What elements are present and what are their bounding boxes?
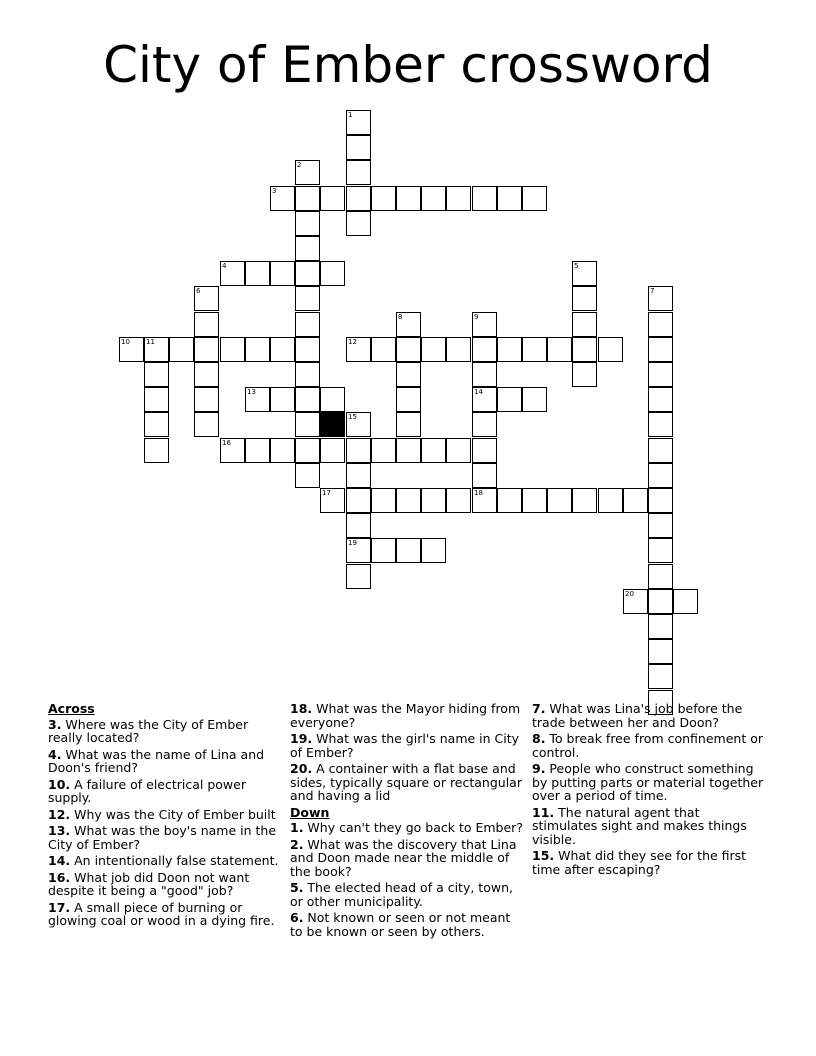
crossword-cell[interactable] [245,387,270,412]
crossword-cell[interactable] [446,438,471,463]
crossword-cell[interactable] [295,160,320,185]
crossword-cell[interactable] [220,261,245,286]
crossword-cell[interactable] [194,362,219,387]
crossword-cell[interactable] [472,337,497,362]
crossword-cell[interactable] [497,387,522,412]
crossword-cell[interactable] [270,337,295,362]
crossword-cell[interactable] [396,186,421,211]
clue-across-13: 13. What was the boy's name in the City of Ember? [48,823,277,852]
crossword-cell[interactable] [446,186,471,211]
crossword-cell[interactable] [295,337,320,362]
crossword-cell[interactable] [421,488,446,513]
cell-number: 10 [121,338,130,346]
page-title: City of Ember crossword [103,36,713,94]
crossword-cell[interactable] [270,186,295,211]
crossword-cell[interactable] [346,513,371,538]
crossword-cell[interactable] [522,337,547,362]
crossword-cell[interactable] [572,488,597,513]
crossword-cell[interactable] [295,261,320,286]
crossword-cell[interactable] [346,564,371,589]
crossword-cell[interactable] [396,488,421,513]
crossword-cell[interactable] [446,488,471,513]
crossword-cell[interactable] [346,438,371,463]
crossword-cell[interactable] [295,438,320,463]
crossword-cell[interactable] [648,564,673,589]
clue-down-5: 5. The elected head of a city, town, or other municipality. [290,880,513,909]
crossword-cell[interactable] [648,614,673,639]
crossword-cell[interactable] [572,337,597,362]
crossword-cell[interactable] [648,538,673,563]
crossword-cell[interactable] [320,387,345,412]
crossword-cell[interactable] [220,438,245,463]
crossword-cell[interactable] [648,639,673,664]
crossword-cell[interactable] [446,337,471,362]
crossword-cell[interactable] [220,337,245,362]
crossword-cell[interactable] [497,337,522,362]
crossword-cell[interactable] [421,186,446,211]
crossword-cell[interactable] [245,438,270,463]
crossword-cell[interactable] [572,362,597,387]
cell-number: 15 [348,413,357,421]
crossword-cell[interactable] [648,387,673,412]
crossword-cell[interactable] [648,362,673,387]
crossword-cell[interactable] [572,312,597,337]
cell-number: 3 [272,187,277,195]
crossword-cell[interactable] [648,286,673,311]
crossword-cell[interactable] [169,337,194,362]
clue-down-15: 15. What did they see for the first time after escaping? [532,848,747,877]
cell-number: 11 [146,338,155,346]
crossword-cell[interactable] [270,438,295,463]
crossword-cell[interactable] [396,337,421,362]
crossword-cell[interactable] [245,261,270,286]
crossword-cell[interactable] [472,387,497,412]
crossword-cell[interactable] [194,286,219,311]
crossword-cell[interactable] [346,160,371,185]
clues-column-3 [532,702,768,879]
clue-across-16: 16. What job did Doon not want despite it being a "good" job? [48,869,250,898]
clue-across-14: 14. An intentionally false statement. [48,853,279,868]
crossword-cell[interactable] [396,438,421,463]
clue-down-8: 8. To break free from confinement or control. [532,731,763,760]
crossword-cell[interactable] [648,412,673,437]
cell-number: 7 [650,287,655,295]
cell-number: 6 [196,287,201,295]
crossword-cell[interactable] [648,589,673,614]
clue-across-4: 4. What was the name of Lina and Doon's friend? [48,746,265,775]
clue-down-7: 7. What was Lina's job before the trade between her and Doon? [532,701,743,730]
crossword-cell[interactable] [144,387,169,412]
clues-column-2 [290,702,526,941]
crossword-cell[interactable] [144,438,169,463]
crossword-cell[interactable] [648,463,673,488]
clue-across-17: 17. A small piece of burning or glowing coal or wood in a dying fire. [48,899,275,928]
crossword-cell[interactable] [295,387,320,412]
crossword-cell[interactable] [648,513,673,538]
crossword-cell[interactable] [320,438,345,463]
crossword-cell[interactable] [522,387,547,412]
crossword-cell[interactable] [648,664,673,689]
cell-number: 16 [222,439,231,447]
crossword-cell[interactable] [346,412,371,437]
clue-across-20: 20. A container with a flat base and sides, typically square or rectangular and having a lid [290,761,522,803]
crossword-cell[interactable] [346,538,371,563]
clue-across-10: 10. A failure of electrical power supply. [48,776,246,805]
crossword-cell[interactable] [572,261,597,286]
crossword-cell[interactable] [472,312,497,337]
crossword-cell[interactable] [295,286,320,311]
crossword-cell[interactable] [547,337,572,362]
crossword-cell[interactable] [346,337,371,362]
crossword-cell[interactable] [346,110,371,135]
crossword-cell[interactable] [648,337,673,362]
crossword-cell[interactable] [371,438,396,463]
crossword-cell[interactable] [522,488,547,513]
cell-number: 19 [348,539,357,547]
crossword-cell[interactable] [346,211,371,236]
clue-across-19: 19. What was the girl's name in City of Ember? [290,731,520,760]
crossword-cell[interactable] [371,186,396,211]
clue-across-3: 3. Where was the City of Ember really located? [48,716,249,745]
crossword-cell[interactable] [673,589,698,614]
crossword-cell[interactable] [346,463,371,488]
crossword-cell[interactable] [346,488,371,513]
crossword-cell[interactable] [396,387,421,412]
crossword-cell[interactable] [144,362,169,387]
crossword-cell[interactable] [270,261,295,286]
crossword-cell[interactable] [421,337,446,362]
crossword-cell[interactable] [144,337,169,362]
crossword-cell[interactable] [572,286,597,311]
crossword-cell[interactable] [346,135,371,160]
crossword-cell[interactable] [648,488,673,513]
cell-number: 12 [348,338,357,346]
crossword-cell[interactable] [472,438,497,463]
cell-number: 14 [474,388,483,396]
crossword-cell[interactable] [472,488,497,513]
crossword-cell[interactable] [295,236,320,261]
crossword-cell[interactable] [371,488,396,513]
crossword-cell[interactable] [472,362,497,387]
crossword-cell[interactable] [547,488,572,513]
crossword-cell[interactable] [320,186,345,211]
cell-number: 9 [474,313,479,321]
cell-number: 17 [322,489,331,497]
crossword-cell[interactable] [245,337,270,362]
crossword-cell[interactable] [472,463,497,488]
cell-number: 18 [474,489,483,497]
crossword-cell[interactable] [320,261,345,286]
clue-down-9: 9. People who construct something by putting parts or material together over a period of time. [532,761,764,803]
crossword-cell[interactable] [371,538,396,563]
crossword-cell[interactable] [295,211,320,236]
clue-down-1: 1. Why can't they go back to Ember? [290,820,523,835]
crossword-cell[interactable] [295,312,320,337]
crossword-cell[interactable] [270,387,295,412]
down-header: Down [290,804,330,820]
crossword-cell[interactable] [497,186,522,211]
crossword-cell[interactable] [144,412,169,437]
crossword-cell[interactable] [194,337,219,362]
cell-number: 20 [625,590,634,598]
clues-column-1 [48,702,284,931]
crossword-cell[interactable] [396,362,421,387]
cell-number: 4 [222,262,227,270]
cell-number: 13 [247,388,256,396]
crossword-cell[interactable] [346,186,371,211]
crossword-cell[interactable] [648,312,673,337]
crossword-cell[interactable] [371,337,396,362]
crossword-cell[interactable] [623,488,648,513]
blocked-cell [320,412,345,437]
clue-down-11: 11. The natural agent that stimulates sight and makes things visible. [532,804,747,847]
crossword-cell[interactable] [119,337,144,362]
crossword-cell[interactable] [522,186,547,211]
clue-down-2: 2. What was the discovery that Lina and Doon made near the middle of the book? [290,836,517,879]
clue-down-6: 6. Not known or seen or not meant to be known or seen by others. [290,910,511,939]
crossword-cell[interactable] [648,438,673,463]
clue-across-12: 12. Why was the City of Ember built [48,806,276,822]
crossword-cell[interactable] [598,488,623,513]
crossword-cell[interactable] [295,463,320,488]
crossword-cell[interactable] [295,186,320,211]
clue-across-18: 18. What was the Mayor hiding from everyone? [290,701,521,730]
crossword-cell[interactable] [623,589,648,614]
crossword-cell[interactable] [295,412,320,437]
crossword-cell[interactable] [472,186,497,211]
crossword-cell[interactable] [396,412,421,437]
crossword-cell[interactable] [598,337,623,362]
crossword-cell[interactable] [194,412,219,437]
crossword-cell[interactable] [396,538,421,563]
crossword-cell[interactable] [497,488,522,513]
crossword-cell[interactable] [194,312,219,337]
cell-number: 2 [297,161,302,169]
cell-number: 8 [398,313,403,321]
crossword-cell[interactable] [472,412,497,437]
crossword-cell[interactable] [421,438,446,463]
cell-number: 1 [348,111,353,119]
crossword-cell[interactable] [396,312,421,337]
crossword-cell[interactable] [320,488,345,513]
crossword-cell[interactable] [421,538,446,563]
crossword-cell[interactable] [194,387,219,412]
across-header: Across [48,701,95,716]
crossword-cell[interactable] [295,362,320,387]
cell-number: 5 [574,262,579,270]
